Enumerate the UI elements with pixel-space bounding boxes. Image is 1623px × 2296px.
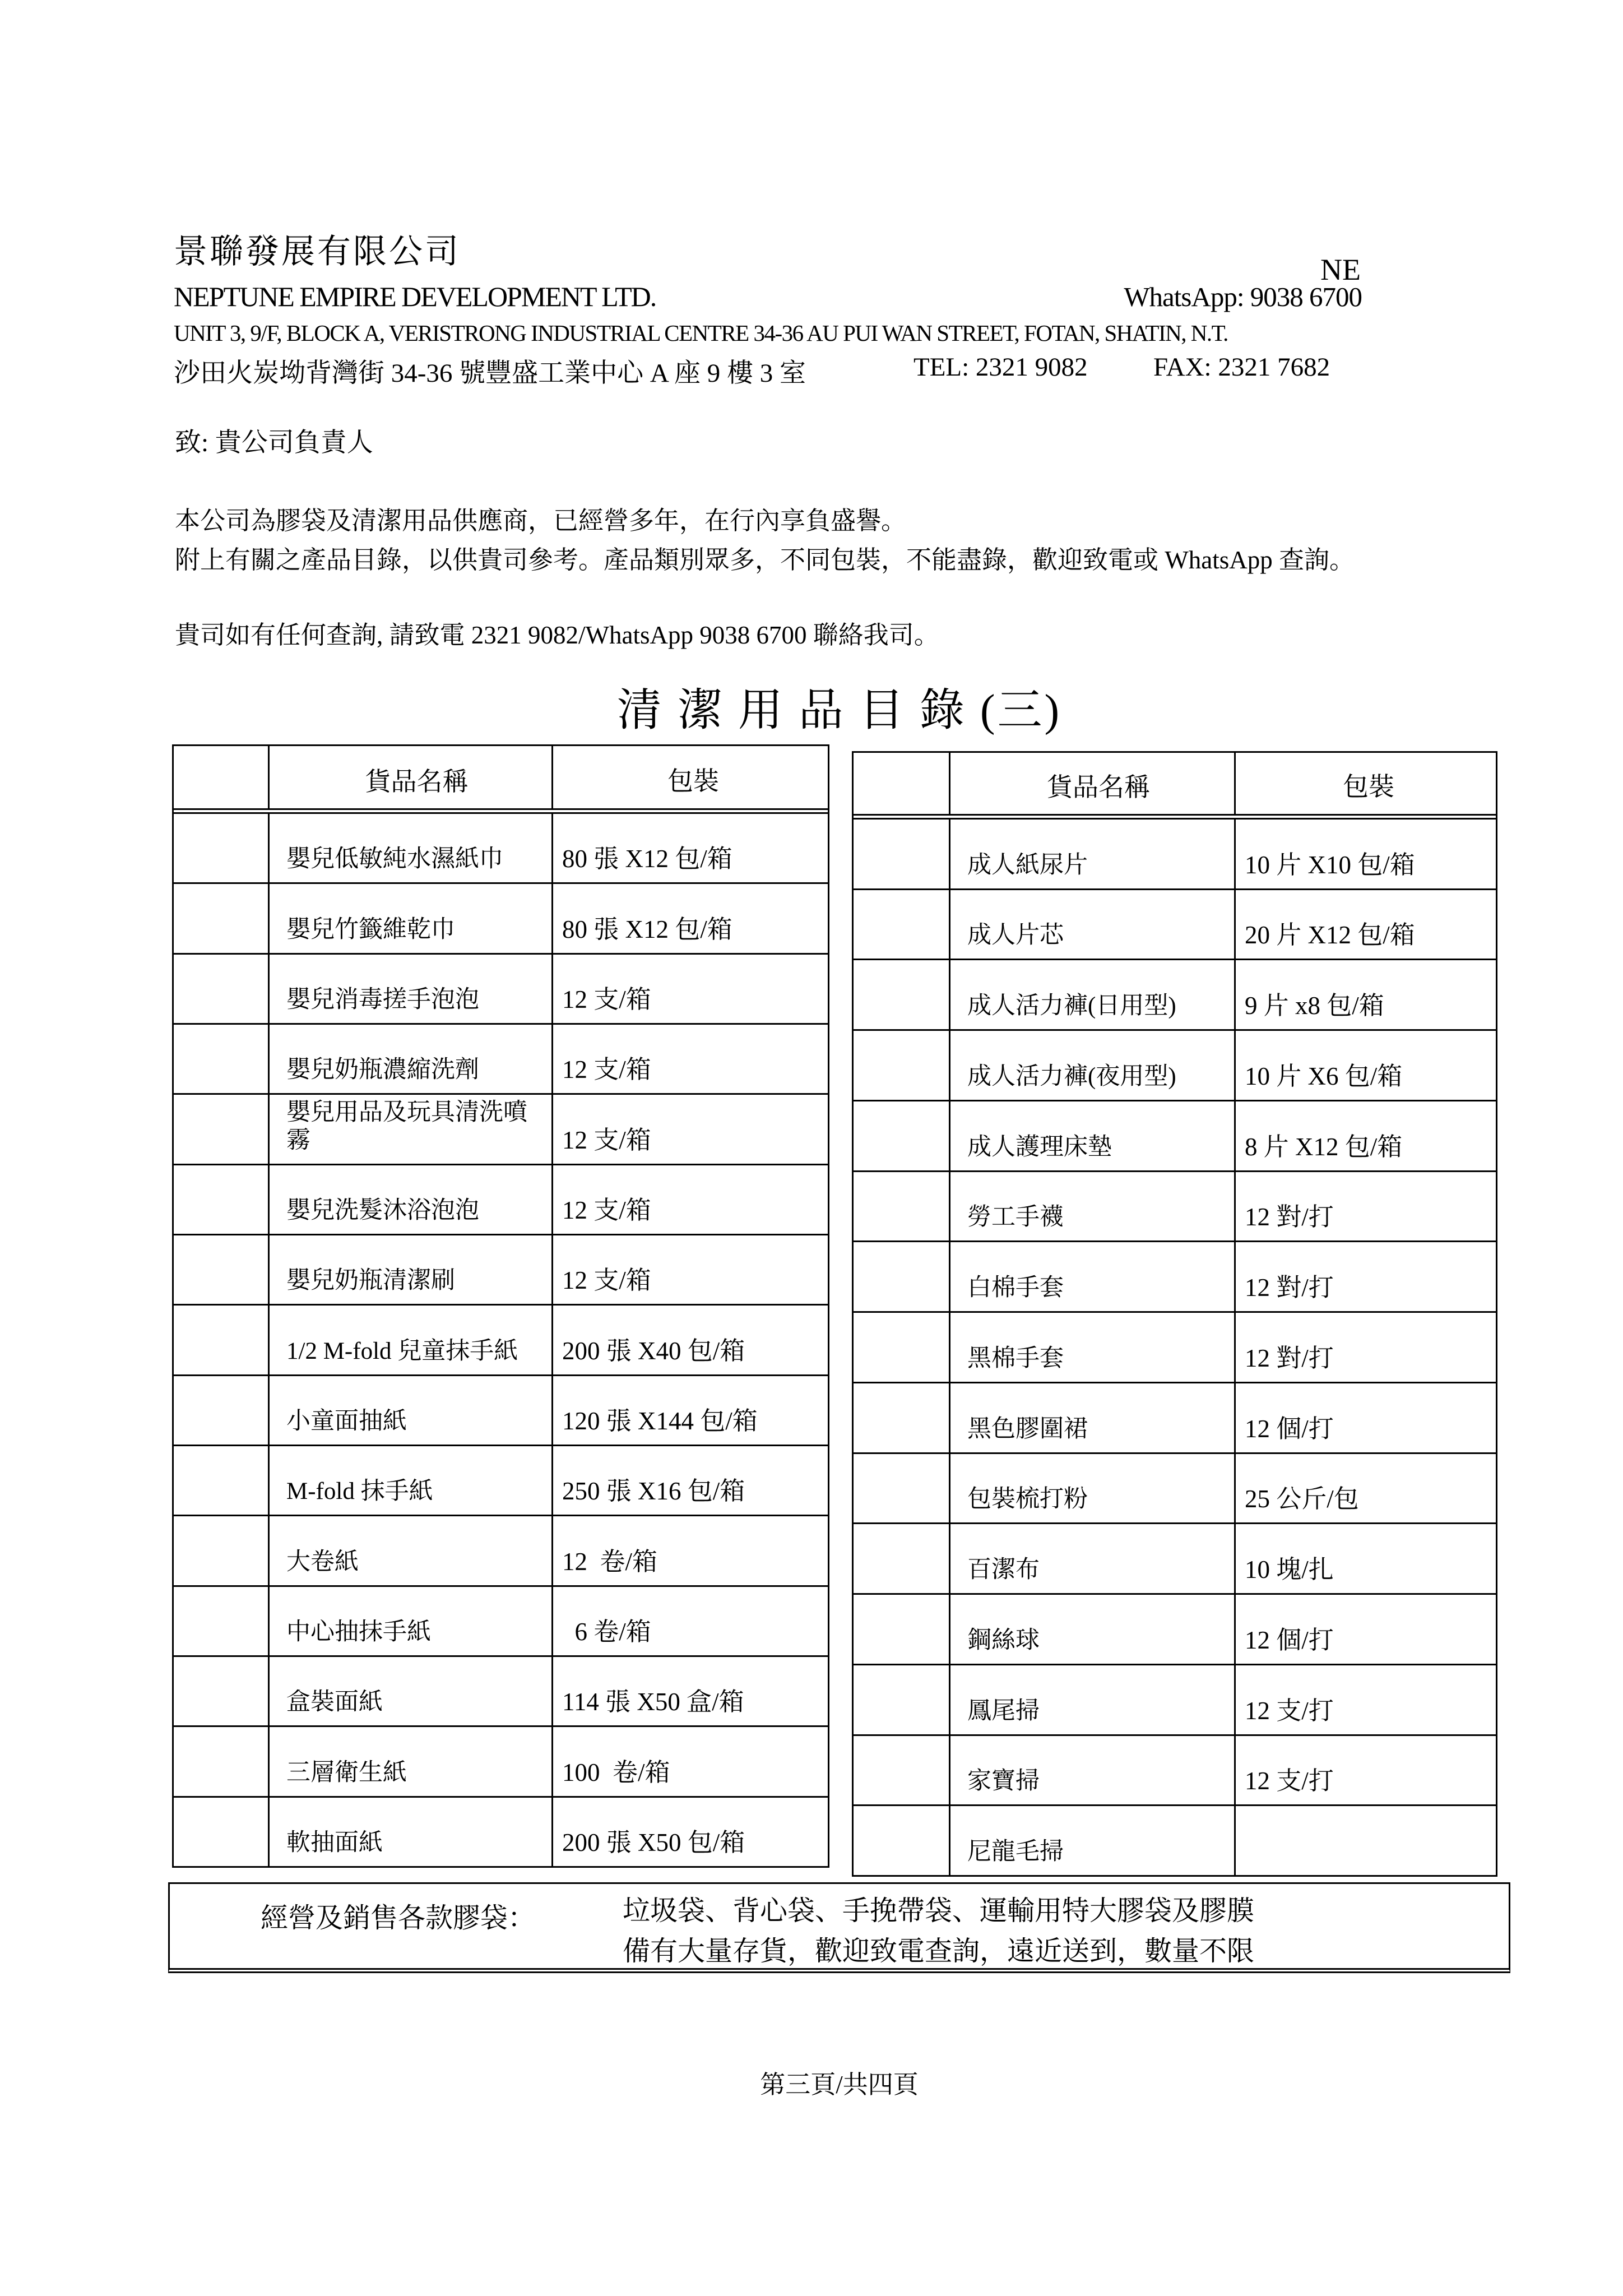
product-name-cell: 小童面抽紙 <box>268 1376 551 1445</box>
packing-cell: 25 公斤/包 <box>1234 1454 1496 1523</box>
row-index-cell <box>854 1172 949 1241</box>
row-index-cell <box>854 1665 949 1734</box>
intro-paragraph-line-1: 本公司為膠袋及清潔用品供應商，已經營多年，在行內享負盛譽。 <box>175 507 907 535</box>
table-row <box>174 1374 828 1445</box>
packing-column-header: 包裝 <box>551 746 828 808</box>
table-row <box>854 1170 1496 1241</box>
table-header-row <box>174 746 828 814</box>
product-name-cell: 嬰兒用品及玩具清洗噴霧 <box>268 1095 551 1163</box>
row-index-cell <box>854 820 949 888</box>
table-row <box>174 1655 828 1725</box>
table-row <box>174 1445 828 1515</box>
row-index-cell <box>174 1376 268 1445</box>
packing-cell: 80 張 X12 包/箱 <box>551 884 828 952</box>
plastic-bags-notice-box <box>168 1882 1510 1973</box>
packing-cell: 12 對/打 <box>1234 1172 1496 1241</box>
table-row <box>854 1593 1496 1664</box>
product-name-cell: 嬰兒奶瓶清潔刷 <box>268 1235 551 1304</box>
table-row <box>854 820 1496 888</box>
row-index-cell <box>174 1727 268 1795</box>
whatsapp-number: WhatsApp: 9038 6700 <box>1124 281 1362 312</box>
row-index-cell <box>854 1806 949 1875</box>
row-index-cell <box>854 960 949 1029</box>
row-index-cell <box>174 814 268 882</box>
company-name-en: NEPTUNE EMPIRE DEVELOPMENT LTD. <box>174 281 656 312</box>
product-name-cell: 鋼絲球 <box>949 1595 1234 1664</box>
product-name-cell: 盒裝面紙 <box>268 1657 551 1725</box>
packing-cell: 12 支/箱 <box>551 955 828 1023</box>
product-name-cell: 軟抽面紙 <box>268 1798 551 1866</box>
row-index-cell <box>854 1242 949 1311</box>
address-zh: 沙田火炭坳背灣街 34-36 號豐盛工業中心 A 座 9 樓 3 室 <box>174 359 806 388</box>
table-row <box>854 888 1496 959</box>
letterhead <box>174 231 1362 386</box>
packing-cell: 114 張 X50 盒/箱 <box>551 1657 828 1725</box>
row-index-cell <box>174 1235 268 1304</box>
product-name-cell: 家寶掃 <box>949 1736 1234 1805</box>
table-row <box>174 1234 828 1304</box>
product-name-cell: 中心抽抹手紙 <box>268 1587 551 1655</box>
packing-cell: 200 張 X40 包/箱 <box>551 1306 828 1374</box>
packing-cell: 10 片 X6 包/箱 <box>1234 1031 1496 1100</box>
product-name-column-header: 貨品名稱 <box>949 753 1234 814</box>
product-name-cell: 成人護理床墊 <box>949 1101 1234 1170</box>
table-row <box>854 1522 1496 1593</box>
product-name-cell: 成人活力褲(日用型) <box>949 960 1234 1029</box>
product-name-cell: 成人活力褲(夜用型) <box>949 1031 1234 1100</box>
product-name-cell: 尼龍毛掃 <box>949 1806 1234 1875</box>
row-index-cell <box>174 1025 268 1093</box>
row-index-cell <box>174 955 268 1023</box>
product-name-cell: 成人紙尿片 <box>949 820 1234 888</box>
index-column-header <box>174 746 268 808</box>
plastic-bags-line-2: 備有大量存貨，歡迎致電查詢，遠近送到，數量不限 <box>623 1936 1255 1966</box>
packing-cell: 20 片 X12 包/箱 <box>1234 890 1496 959</box>
packing-cell: 12 支/箱 <box>551 1025 828 1093</box>
row-index-cell <box>174 1165 268 1234</box>
page-number: 第三頁/共四頁 <box>760 2071 919 2099</box>
row-index-cell <box>854 1313 949 1382</box>
table-row <box>174 953 828 1023</box>
table-row <box>174 1796 828 1866</box>
product-name-cell: 黑色膠圍裙 <box>949 1383 1234 1452</box>
product-name-cell: 嬰兒竹籤維乾巾 <box>268 884 551 952</box>
company-logo-ne: NE <box>1320 253 1361 286</box>
table-row <box>854 959 1496 1029</box>
table-row <box>854 1452 1496 1523</box>
packing-cell: 12 對/打 <box>1234 1242 1496 1311</box>
letterhead-line-2 <box>174 280 1362 313</box>
packing-cell: 12 對/打 <box>1234 1313 1496 1382</box>
packing-cell: 10 塊/扎 <box>1234 1524 1496 1593</box>
table-row <box>854 1804 1496 1875</box>
row-index-cell <box>854 1031 949 1100</box>
right-product-table <box>852 751 1497 1877</box>
product-name-cell: 大卷紙 <box>268 1516 551 1585</box>
company-name-zh: 景聯發展有限公司 <box>174 233 461 270</box>
table-header-row <box>854 753 1496 820</box>
product-name-cell: 鳳尾掃 <box>949 1665 1234 1734</box>
product-name-cell: 黑棉手套 <box>949 1313 1234 1382</box>
product-name-cell: 嬰兒洗髮沐浴泡泡 <box>268 1165 551 1234</box>
table-row <box>174 882 828 952</box>
packing-column-header: 包裝 <box>1234 753 1496 814</box>
product-name-cell: 勞工手襪 <box>949 1172 1234 1241</box>
packing-cell: 12 支/箱 <box>551 1165 828 1234</box>
product-name-cell: 三層衛生紙 <box>268 1727 551 1795</box>
row-index-cell <box>174 1516 268 1585</box>
table-row <box>174 1023 828 1093</box>
product-name-cell: 包裝梳打粉 <box>949 1454 1234 1523</box>
packing-cell: 8 片 X12 包/箱 <box>1234 1101 1496 1170</box>
plastic-bags-label: 經營及銷售各款膠袋： <box>261 1902 536 1933</box>
tel-number: TEL: 2321 9082 <box>913 353 1088 382</box>
row-index-cell <box>854 1524 949 1593</box>
contact-line: 貴司如有任何查詢, 請致電 2321 9082/WhatsApp 9038 6700 聯絡我司。 <box>175 621 939 649</box>
table-row <box>174 1164 828 1234</box>
row-index-cell <box>174 1095 268 1163</box>
address-en: UNIT 3, 9/F, BLOCK A, VERISTRONG INDUSTRIAL CENTRE 34-36 AU PUI WAN STREET, FOTAN, SHATIN, N.T. <box>174 320 1228 346</box>
product-name-cell: 成人片芯 <box>949 890 1234 959</box>
row-index-cell <box>174 1306 268 1374</box>
packing-cell: 9 片 x8 包/箱 <box>1234 960 1496 1029</box>
row-index-cell <box>854 1454 949 1523</box>
table-row <box>854 1029 1496 1100</box>
fax-number: FAX: 2321 7682 <box>1153 353 1330 382</box>
table-row <box>854 1240 1496 1311</box>
table-row <box>854 1734 1496 1805</box>
row-index-cell <box>174 1587 268 1655</box>
packing-cell: 12 個/打 <box>1234 1383 1496 1452</box>
packing-cell: 12 支/箱 <box>551 1235 828 1304</box>
table-row <box>174 1093 828 1163</box>
row-index-cell <box>854 1101 949 1170</box>
table-row <box>854 1382 1496 1452</box>
table-row <box>174 1725 828 1795</box>
row-index-cell <box>854 1736 949 1805</box>
table-row <box>854 1100 1496 1170</box>
row-index-cell <box>174 1798 268 1866</box>
left-product-table <box>172 744 829 1868</box>
packing-cell: 12 支/打 <box>1234 1665 1496 1734</box>
table-row <box>854 1664 1496 1734</box>
row-index-cell <box>174 1446 268 1515</box>
catalog-title: 清 潔 用 品 目 錄 (三) <box>616 686 1062 735</box>
table-row <box>174 1515 828 1585</box>
row-index-cell <box>854 1595 949 1664</box>
packing-cell: 6 卷/箱 <box>551 1587 828 1655</box>
product-name-cell: 嬰兒低敏純水濕紙巾 <box>268 814 551 882</box>
table-row <box>174 814 828 882</box>
packing-cell: 12 支/打 <box>1234 1736 1496 1805</box>
table-row <box>174 1304 828 1374</box>
packing-cell: 12 個/打 <box>1234 1595 1496 1664</box>
packing-cell: 120 張 X144 包/箱 <box>551 1376 828 1445</box>
product-name-cell: 嬰兒消毒搓手泡泡 <box>268 955 551 1023</box>
packing-cell: 10 片 X10 包/箱 <box>1234 820 1496 888</box>
salutation: 致: 貴公司負責人 <box>175 428 373 457</box>
letterhead-line-4 <box>174 352 1362 386</box>
row-index-cell <box>174 1657 268 1725</box>
product-name-cell: 嬰兒奶瓶濃縮洗劑 <box>268 1025 551 1093</box>
product-name-cell: 百潔布 <box>949 1524 1234 1593</box>
plastic-bags-description <box>623 1884 1254 1968</box>
index-column-header <box>854 753 949 814</box>
packing-cell: 12 卷/箱 <box>551 1516 828 1585</box>
row-index-cell <box>174 884 268 952</box>
packing-cell: 200 張 X50 包/箱 <box>551 1798 828 1866</box>
table-row <box>174 1585 828 1655</box>
product-name-column-header: 貨品名稱 <box>268 746 551 808</box>
table-row <box>854 1311 1496 1382</box>
packing-cell: 100 卷/箱 <box>551 1727 828 1795</box>
product-name-cell: M-fold 抹手紙 <box>268 1446 551 1515</box>
intro-paragraph-line-2: 附上有關之產品目錄，以供貴司參考。產品類別眾多，不同包裝，不能盡錄，歡迎致電或 WhatsApp 查詢。 <box>175 546 1355 574</box>
plastic-bags-line-1: 垃圾袋、背心袋、手挽帶袋、運輸用特大膠袋及膠膜 <box>623 1895 1255 1926</box>
product-name-cell: 白棉手套 <box>949 1242 1234 1311</box>
packing-cell: 250 張 X16 包/箱 <box>551 1446 828 1515</box>
product-name-cell: 1/2 M-fold 兒童抹手紙 <box>268 1306 551 1374</box>
packing-cell <box>1234 1806 1496 1875</box>
row-index-cell <box>854 1383 949 1452</box>
row-index-cell <box>854 890 949 959</box>
packing-cell: 12 支/箱 <box>551 1095 828 1163</box>
packing-cell: 80 張 X12 包/箱 <box>551 814 828 882</box>
